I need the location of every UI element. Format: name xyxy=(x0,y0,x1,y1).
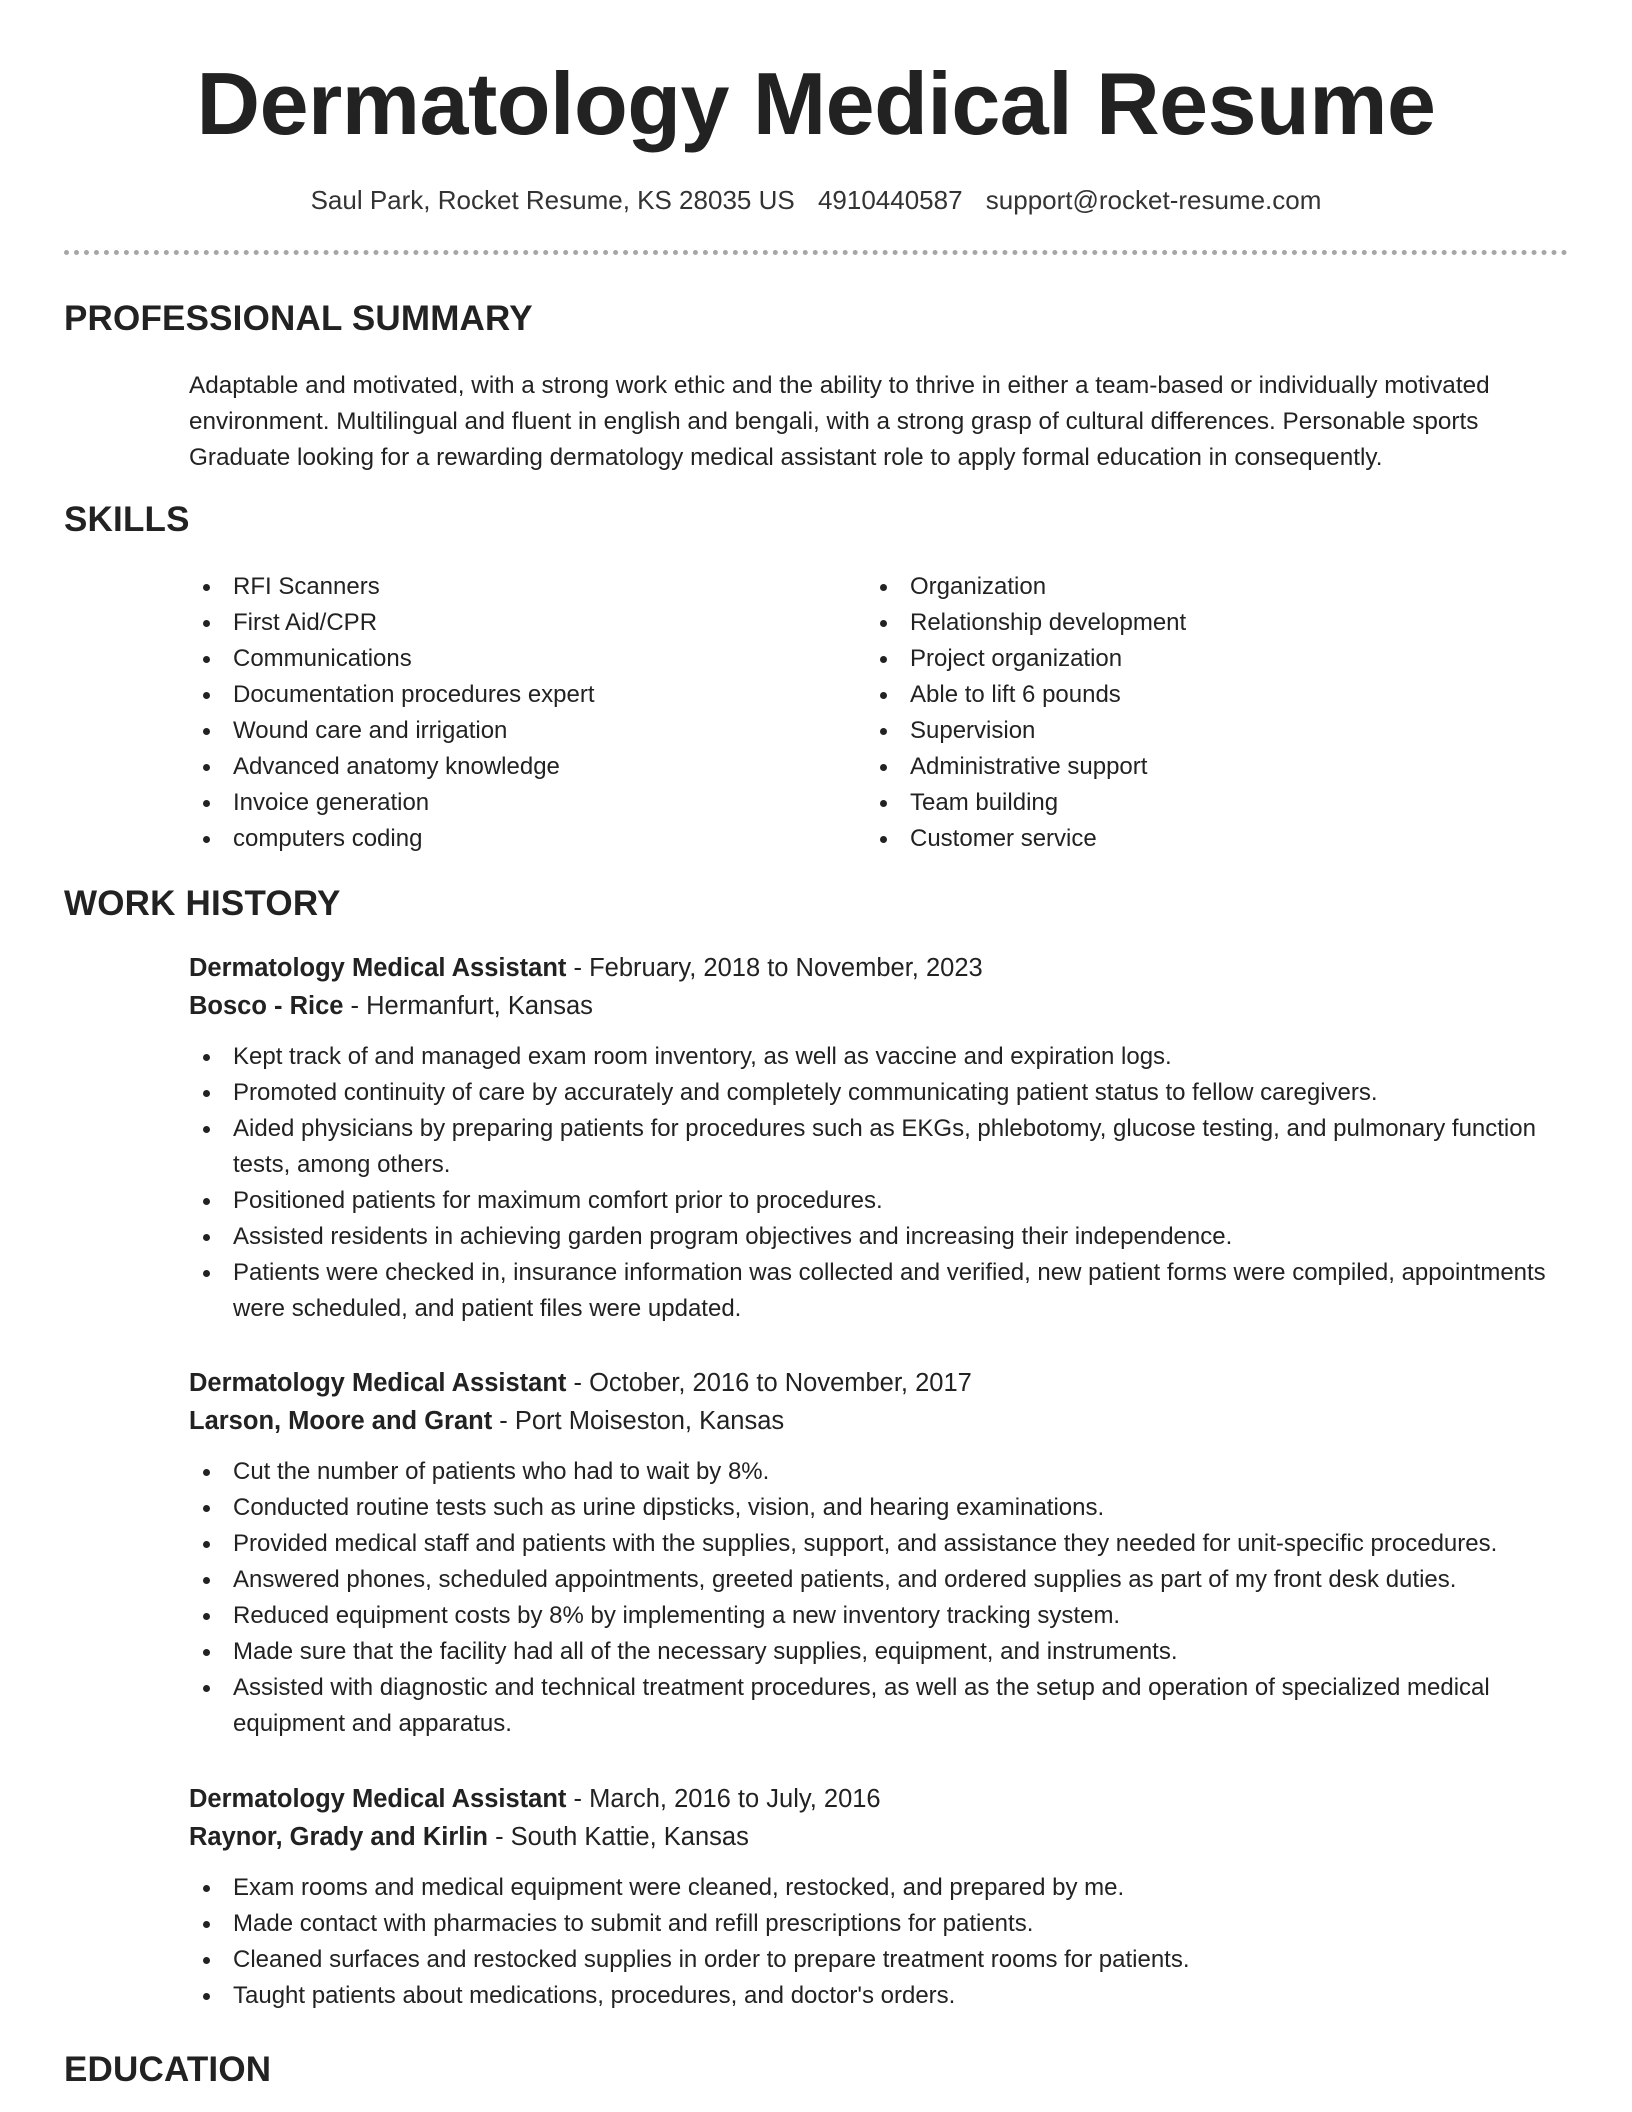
job-title: Dermatology Medical Assistant xyxy=(189,954,567,982)
job-dates: - October, 2016 to November, 2017 xyxy=(566,1369,972,1397)
job-location: - Port Moiseston, Kansas xyxy=(492,1407,785,1435)
skill-item: Administrative support xyxy=(866,749,1186,785)
job-entry xyxy=(189,949,1569,1327)
skills-list-left xyxy=(189,569,595,857)
section-heading-skills: SKILLS xyxy=(64,500,190,539)
skill-item: Communications xyxy=(189,641,595,677)
job-bullets xyxy=(189,1454,1569,1742)
skill-item: Project organization xyxy=(866,641,1186,677)
skill-item: computers coding xyxy=(189,821,595,857)
section-heading-summary: PROFESSIONAL SUMMARY xyxy=(64,299,533,338)
job-bullet: Taught patients about medications, procedures, and doctor's orders. xyxy=(189,1978,1569,2014)
job-bullet: Promoted continuity of care by accurately and completely communicating patient status to fellow caregivers. xyxy=(189,1075,1569,1111)
job-company: Bosco - Rice xyxy=(189,992,344,1020)
job-title: Dermatology Medical Assistant xyxy=(189,1369,567,1397)
job-bullet: Answered phones, scheduled appointments, greeted patients, and ordered supplies as part of my front desk duties. xyxy=(189,1562,1569,1598)
skill-item: RFI Scanners xyxy=(189,569,595,605)
job-bullet: Assisted residents in achieving garden program objectives and increasing their independence. xyxy=(189,1219,1569,1255)
header-divider xyxy=(64,250,1568,255)
resume-title: Dermatology Medical Resume xyxy=(196,54,1436,153)
job-company: Larson, Moore and Grant xyxy=(189,1407,493,1435)
section-heading-work-history: WORK HISTORY xyxy=(64,884,341,923)
job-dates: - February, 2018 to November, 2023 xyxy=(566,954,983,982)
job-company: Raynor, Grady and Kirlin xyxy=(189,1823,488,1851)
job-location: - Hermanfurt, Kansas xyxy=(343,992,593,1020)
job-bullet: Positioned patients for maximum comfort prior to procedures. xyxy=(189,1183,1569,1219)
job-bullet: Kept track of and managed exam room inventory, as well as vaccine and expiration logs. xyxy=(189,1039,1569,1075)
job-bullet: Exam rooms and medical equipment were cleaned, restocked, and prepared by me. xyxy=(189,1870,1569,1906)
job-title-line xyxy=(189,949,1569,987)
job-bullet: Cleaned surfaces and restocked supplies in order to prepare treatment rooms for patients. xyxy=(189,1942,1569,1978)
job-bullet: Made sure that the facility had all of the necessary supplies, equipment, and instruments. xyxy=(189,1634,1569,1670)
contact-phone: 4910440587 xyxy=(817,185,963,215)
job-bullet: Aided physicians by preparing patients for procedures such as EKGs, phlebotomy, glucose testing, and pulmonary function tests, among others. xyxy=(189,1111,1569,1183)
skill-item: Relationship development xyxy=(866,605,1186,641)
job-company-line xyxy=(189,1402,1569,1440)
job-title-line xyxy=(189,1364,1569,1402)
job-bullet: Provided medical staff and patients with the supplies, support, and assistance they needed for unit-specific procedures. xyxy=(189,1526,1569,1562)
contact-line xyxy=(0,182,1632,218)
skill-item: Advanced anatomy knowledge xyxy=(189,749,595,785)
skill-item: Able to lift 6 pounds xyxy=(866,677,1186,713)
job-bullets xyxy=(189,1870,1569,2014)
skill-item: First Aid/CPR xyxy=(189,605,595,641)
job-bullet: Assisted with diagnostic and technical treatment procedures, as well as the setup and operation of specialized medical equipment and apparatus. xyxy=(189,1670,1569,1742)
contact-address: Saul Park, Rocket Resume, KS 28035 US xyxy=(310,185,795,215)
job-bullet: Cut the number of patients who had to wait by 8%. xyxy=(189,1454,1569,1490)
job-dates: - March, 2016 to July, 2016 xyxy=(566,1785,881,1813)
job-location: - South Kattie, Kansas xyxy=(488,1823,749,1851)
skill-item: Team building xyxy=(866,785,1186,821)
job-bullet: Reduced equipment costs by 8% by implementing a new inventory tracking system. xyxy=(189,1598,1569,1634)
job-bullet: Conducted routine tests such as urine dipsticks, vision, and hearing examinations. xyxy=(189,1490,1569,1526)
skill-item: Organization xyxy=(866,569,1186,605)
skill-item: Customer service xyxy=(866,821,1186,857)
job-entry xyxy=(189,1780,1569,2014)
job-company-line xyxy=(189,987,1569,1025)
skill-item: Supervision xyxy=(866,713,1186,749)
job-title-line xyxy=(189,1780,1569,1818)
summary-text: Adaptable and motivated, with a strong work ethic and the ability to thrive in either a team-based or individually motivated environment. Multilingual and fluent in english and bengali, with a strong grasp of cultural differences. Personable sports Graduate looking for a rewarding dermatology medical assistant role to apply formal education in consequently. xyxy=(189,372,1490,471)
skill-item: Invoice generation xyxy=(189,785,595,821)
contact-email: support@rocket-resume.com xyxy=(985,185,1322,215)
job-company-line xyxy=(189,1818,1569,1856)
skill-item: Documentation procedures expert xyxy=(189,677,595,713)
section-heading-education: EDUCATION xyxy=(64,2050,272,2089)
skill-item: Wound care and irrigation xyxy=(189,713,595,749)
job-entry xyxy=(189,1364,1569,1742)
job-title: Dermatology Medical Assistant xyxy=(189,1785,567,1813)
job-bullets xyxy=(189,1039,1569,1327)
job-bullet: Made contact with pharmacies to submit and refill prescriptions for patients. xyxy=(189,1906,1569,1942)
skills-list-right xyxy=(866,569,1186,857)
job-bullet: Patients were checked in, insurance information was collected and verified, new patient forms were compiled, appointments were scheduled, and patient files were updated. xyxy=(189,1255,1569,1327)
